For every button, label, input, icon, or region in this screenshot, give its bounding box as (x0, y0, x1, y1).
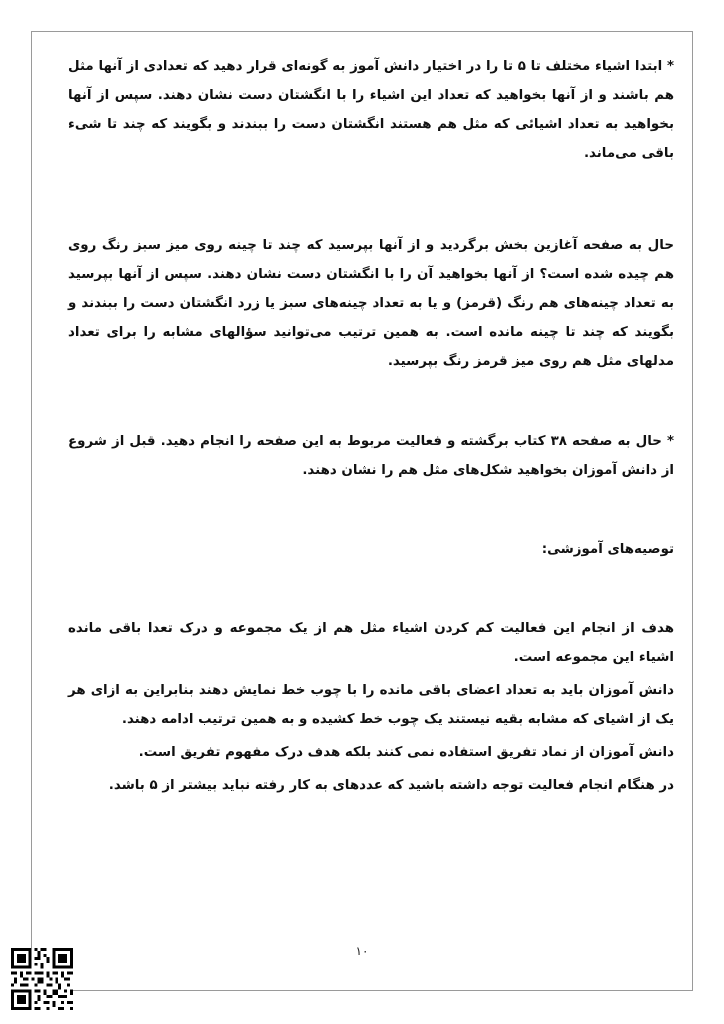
paragraph-page-38-activity: * حال به صفحه ۳۸ کتاب برگشته و فعالیت مربوط به این صفحه را انجام دهید. قبل از شروع از دانش آموزان بخواهید شکل‌های مثل هم را نشان دهند. (68, 434, 674, 478)
qr-code-icon (11, 948, 73, 1010)
page-number: ۱۰ (355, 944, 369, 958)
paragraph-start-page-questions: حال به صفحه آغازین بخش برگردید و از آنها بپرسید که چند تا چینه روی میز سبز رنگ روی هم چیده شده است؟ از آنها بخواهید آن را با انگشتان دست نشان دهند. سپس از آنها بپرسید به تعداد چینه‌های هم رنگ (قرمز) و یا به تعداد چینه‌های سبز یا زرد انگشتان دست را ببندند و بگویند که چند تا چینه مانده است. به همین ترتیب می‌توانید سؤالهای مشابه را برای تعداد مدلهای مثل هم روی میز قرمز رنگ بپرسید. (68, 238, 674, 369)
paragraph-activity-goal: هدف از انجام این فعالیت کم کردن اشیاء مثل هم از یک مجموعه و درک تعدا باقی مانده اشیاء این مجموعه است. (68, 621, 674, 665)
paragraph-subtraction-symbol: دانش آموزان از نماد تفریق استفاده نمی کنند بلکه هدف درک مفهوم تفریق است. (138, 745, 674, 760)
section-heading: توصیه‌های آموزشی: (541, 542, 674, 557)
paragraph-tally-marks: دانش آموزان باید به تعداد اعضای باقی مانده را با چوب خط نمایش دهند بنابراین به ازای هر یک از اشیای که مشابه بقیه نیستند یک چوب خط کشیده و به همین ترتیب ادامه دهند. (68, 683, 674, 727)
paragraph-number-limit: در هنگام انجام فعالیت توجه داشته باشید که عددهای به کار رفته نباید بیشتر از ۵ باشد. (108, 778, 674, 793)
page-content (68, 52, 674, 800)
paragraph-intro-activity: * ابتدا اشیاء مختلف تا ۵ تا را در اختیار دانش آموز به گونه‌ای قرار دهید که تعدادی از آنها مثل هم باشند و از آنها بخواهید که تعداد این اشیاء را با انگشتان دست نشان دهند. سپس از آنها بخواهید به تعداد اشیائی که مثل هم هستند انگشتان دست را ببندند و بگویند که چند تا شیء باقی می‌ماند. (68, 59, 674, 161)
